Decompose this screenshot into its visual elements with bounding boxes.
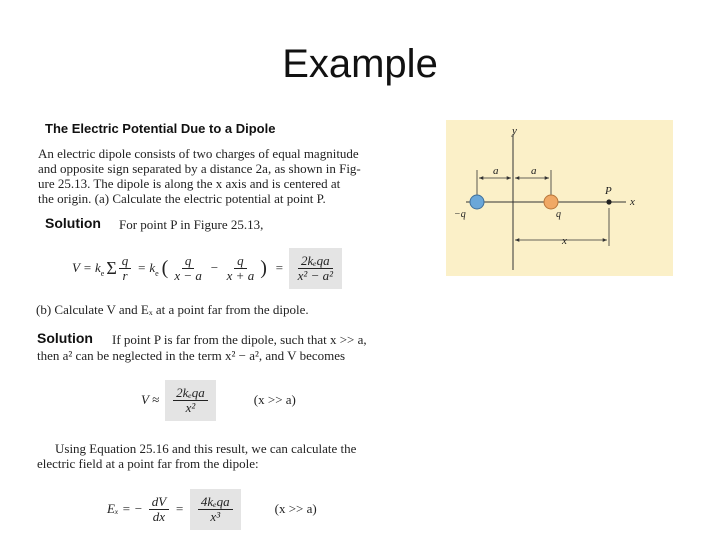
using-line: Using Equation 25.16 and this result, we can calculate the [55, 441, 357, 456]
point-p [606, 199, 611, 204]
eq2-lhs: V ≈ [141, 392, 160, 407]
dipole-diagram [446, 120, 673, 276]
equation-potential-exact: V = k e Σ $\frac{q}{r}$ = k e ( $\frac{q}{x - a}$ − $\frac{q}{x + a}$ ) = $\frac{\text{2kₑqa}}{\text{x² − a²}}$ [72, 246, 342, 290]
eq1-lhs: V = k [72, 260, 101, 275]
example-heading: The Electric Potential Due to a Dipole [45, 121, 276, 136]
intro-line: the origin. (a) Calculate the electric potential at point P. [38, 191, 326, 206]
eq3-equals: = [175, 501, 184, 516]
slide-title: Example [282, 42, 438, 86]
equation-field-approx [107, 487, 317, 531]
solution-a-label: Solution [45, 215, 101, 231]
eq1-term2-numerator: q [234, 254, 247, 269]
point-p-label: P [605, 185, 612, 197]
eq2-denominator: x² [185, 399, 196, 415]
equation-potential-approx [141, 378, 296, 422]
eq1-term1-numerator: q [182, 254, 195, 269]
a-label-right: a [531, 165, 537, 177]
solution-b-line: If point P is far from the dipole, such that x >> a, [112, 332, 367, 347]
eq3-derivative-denominator: dx [152, 508, 166, 524]
eq1-result-numerator: 2kₑqa [298, 254, 333, 269]
eq2-numerator: 2kₑqa [173, 386, 208, 401]
eq2-result-box [165, 380, 216, 421]
eq1-term2-denominator: x + a [226, 267, 255, 283]
solution-b-line: then a² can be neglected in the term x² − a², and V becomes [37, 348, 346, 363]
intro-line: and opposite sign separated by a distance 2a, as shown in Fig- [38, 161, 361, 176]
a-label-left: a [493, 165, 499, 177]
x-distance-label: x [562, 235, 567, 247]
eq3-denominator: x³ [210, 508, 221, 524]
solution-b-label: Solution [37, 330, 93, 346]
eq2-condition: (x >> a) [253, 392, 296, 407]
eq3-result-box [190, 489, 241, 530]
eq3-condition: (x >> a) [274, 501, 317, 516]
part-b-question: (b) Calculate V and Eₓ at a point far from the dipole. [36, 302, 309, 317]
negative-charge-label: −q [454, 209, 466, 220]
intro-paragraph [38, 146, 404, 206]
eq3-numerator: 4kₑqa [198, 495, 233, 510]
eq1-mid: = k [137, 260, 156, 275]
eq3-derivative-numerator: dV [149, 495, 169, 510]
negative-charge [470, 195, 484, 209]
dipole-figure [446, 120, 673, 276]
x-axis-label: x [630, 196, 635, 208]
intro-line: An electric dipole consists of two charges of equal magnitude [38, 146, 359, 161]
eq1-sum-numerator: q [119, 254, 132, 269]
eq1-result-denominator: x² − a² [297, 267, 333, 283]
eq1-result-box [289, 248, 342, 289]
eq1-term1-denominator: x − a [174, 267, 202, 283]
positive-charge-label: q [556, 209, 561, 220]
eq1-sum-denominator: r [122, 267, 128, 283]
intro-line: ure 25.13. The dipole is along the x axis and is centered at [38, 176, 341, 191]
y-axis-label: y [512, 125, 517, 137]
positive-charge [544, 195, 558, 209]
solution-a-text: For point P in Figure 25.13, [119, 217, 264, 232]
eq3-lhs: Eₓ = − [107, 501, 143, 516]
using-line: electric field at a point far from the dipole: [37, 456, 259, 471]
